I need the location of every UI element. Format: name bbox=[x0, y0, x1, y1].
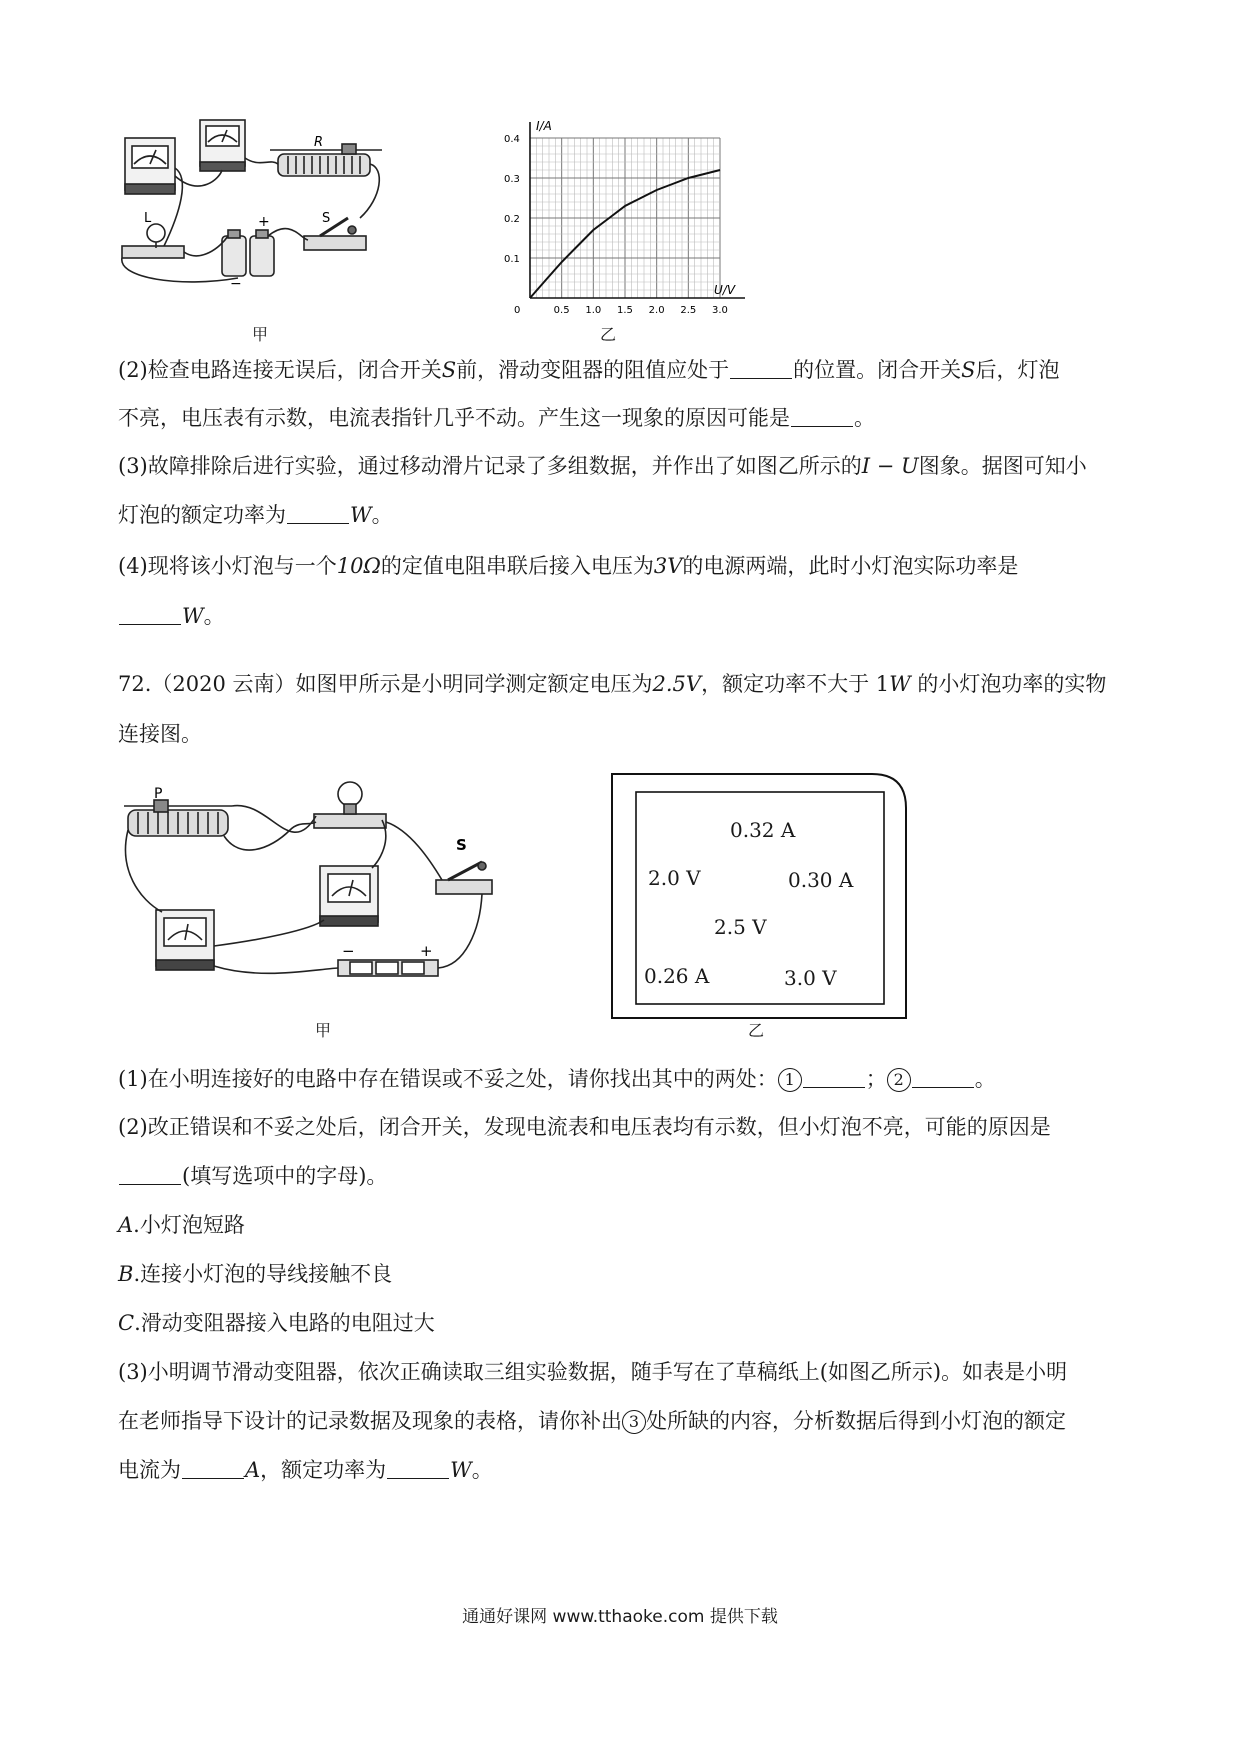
circled-number: 3 bbox=[622, 1410, 646, 1434]
fig-top-caption-right: 乙 bbox=[600, 325, 617, 344]
resistor-label: R bbox=[314, 135, 324, 150]
lamp-label: L bbox=[144, 211, 152, 226]
x-tick-label: 2.0 bbox=[648, 305, 665, 316]
rheostat-icon bbox=[270, 144, 382, 176]
ammeter-icon bbox=[156, 910, 214, 970]
q71-part2-line2: 不亮，电压表有示数，电流表指针几乎不动。产生这一现象的原因可能是 。 bbox=[118, 406, 875, 430]
q72-part2-line2: (填写选项中的字母)。 bbox=[118, 1161, 387, 1191]
answer-blank[interactable] bbox=[912, 1067, 974, 1088]
note-value: 0.30 A bbox=[788, 868, 854, 892]
note-value: 2.0 V bbox=[648, 866, 701, 890]
answer-blank[interactable] bbox=[182, 1458, 244, 1479]
q72-stem-line1: 72.（2020 云南）如图甲所示是小明同学测定额定电压为2.5V，额定功率不大于 1W 的小灯泡功率的实物 bbox=[118, 672, 1107, 696]
battery-plus-label: + bbox=[420, 942, 433, 960]
answer-blank[interactable] bbox=[119, 1164, 181, 1185]
lamp-icon bbox=[122, 224, 184, 258]
note-value: 2.5 V bbox=[714, 915, 767, 939]
answer-blank[interactable] bbox=[387, 1458, 449, 1479]
fig-top-caption-left: 甲 bbox=[252, 325, 269, 344]
answer-blank[interactable] bbox=[791, 406, 853, 427]
switch-icon bbox=[304, 218, 366, 250]
option-b: B.连接小灯泡的导线接触不良 bbox=[118, 1262, 393, 1286]
chart-xlabel: U/V bbox=[714, 283, 736, 297]
page-footer: 通通好课网 www.tthaoke.com 提供下载 bbox=[462, 1607, 778, 1627]
battery-icon bbox=[338, 960, 438, 976]
slider-label: P bbox=[154, 786, 163, 802]
x-tick-label: 0.5 bbox=[553, 305, 570, 316]
ammeter-icon bbox=[125, 138, 175, 194]
circuit-figure-top bbox=[120, 118, 450, 338]
battery-icon bbox=[222, 230, 274, 276]
circled-number: 1 bbox=[778, 1068, 802, 1092]
q72-part3-line3: 电流为 A，额定功率为 W。 bbox=[118, 1458, 493, 1482]
x-tick-label: 2.5 bbox=[680, 305, 697, 316]
switch-icon bbox=[436, 862, 492, 894]
fig-q72-caption-left: 甲 bbox=[315, 1021, 332, 1040]
option-a: A.小灯泡短路 bbox=[118, 1213, 245, 1237]
q72-part1: (1)在小明连接好的电路中存在错误或不妥之处，请你找出其中的两处： 1 ； 2 。 bbox=[118, 1067, 996, 1091]
circled-number: 2 bbox=[887, 1068, 911, 1092]
q71-part3-line1: (3)故障排除后进行实验，通过移动滑片记录了多组数据，并作出了如图乙所示的I − U图象。据图可知小 bbox=[118, 454, 1087, 478]
battery-minus-label: − bbox=[230, 276, 242, 292]
answer-blank[interactable] bbox=[287, 503, 349, 524]
rheostat-icon bbox=[124, 800, 232, 836]
q72-part3-line2: 在老师指导下设计的记录数据及现象的表格，请你补出 3 处所缺的内容，分析数据后得到小灯泡的额定 bbox=[118, 1409, 1066, 1433]
q71-part3-line2: 灯泡的额定功率为 W。 bbox=[118, 503, 393, 527]
x-tick-label: 0 bbox=[514, 305, 521, 316]
q72-part2-line1: (2)改正错误和不妥之处后，闭合开关，发现电流表和电压表均有示数，但小灯泡不亮，可能的原因是 bbox=[118, 1115, 1051, 1139]
q72-stem-line2: 连接图。 bbox=[118, 722, 202, 746]
note-value: 0.32 A bbox=[730, 818, 796, 842]
y-tick-label: 0.2 bbox=[504, 214, 520, 225]
x-tick-label: 3.0 bbox=[712, 305, 728, 316]
switch-label: S bbox=[322, 211, 331, 226]
q71-part2-line1: (2)检查电路连接无误后，闭合开关S前，滑动变阻器的阻值应处于 的位置。闭合开关S后，灯泡 bbox=[118, 358, 1060, 382]
battery-plus-label: + bbox=[258, 214, 270, 230]
note-value: 0.26 A bbox=[644, 964, 710, 988]
x-tick-label: 1.5 bbox=[617, 305, 633, 316]
chart-ylabel: I/A bbox=[536, 119, 552, 133]
note-value: 3.0 V bbox=[784, 966, 837, 990]
voltmeter-icon bbox=[320, 866, 378, 926]
x-tick-label: 1.0 bbox=[585, 305, 602, 316]
q71-part4-line2: W。 bbox=[118, 601, 225, 631]
y-tick-label: 0.4 bbox=[504, 134, 520, 145]
answer-blank[interactable] bbox=[803, 1067, 865, 1088]
y-tick-label: 0.3 bbox=[504, 174, 520, 185]
q71-part4-line1: (4)现将该小灯泡与一个10Ω的定值电阻串联后接入电压为3V的电源两端，此时小灯泡实际功率是 bbox=[118, 554, 1019, 578]
lamp-icon bbox=[314, 782, 386, 828]
answer-blank[interactable] bbox=[730, 358, 792, 379]
battery-minus-label: − bbox=[342, 942, 355, 960]
fig-q72-caption-right: 乙 bbox=[748, 1021, 765, 1040]
switch-label: S bbox=[456, 836, 467, 854]
iu-chart bbox=[500, 118, 750, 318]
answer-blank[interactable] bbox=[119, 604, 181, 625]
voltmeter-icon bbox=[200, 120, 245, 171]
y-tick-label: 0.1 bbox=[504, 254, 520, 265]
option-c: C.滑动变阻器接入电路的电阻过大 bbox=[118, 1311, 435, 1335]
circuit-figure-q72 bbox=[120, 770, 500, 1010]
q72-part3-line1: (3)小明调节滑动变阻器，依次正确读取三组实验数据，随手写在了草稿纸上(如图乙所示)。如表是小明 bbox=[118, 1360, 1068, 1384]
